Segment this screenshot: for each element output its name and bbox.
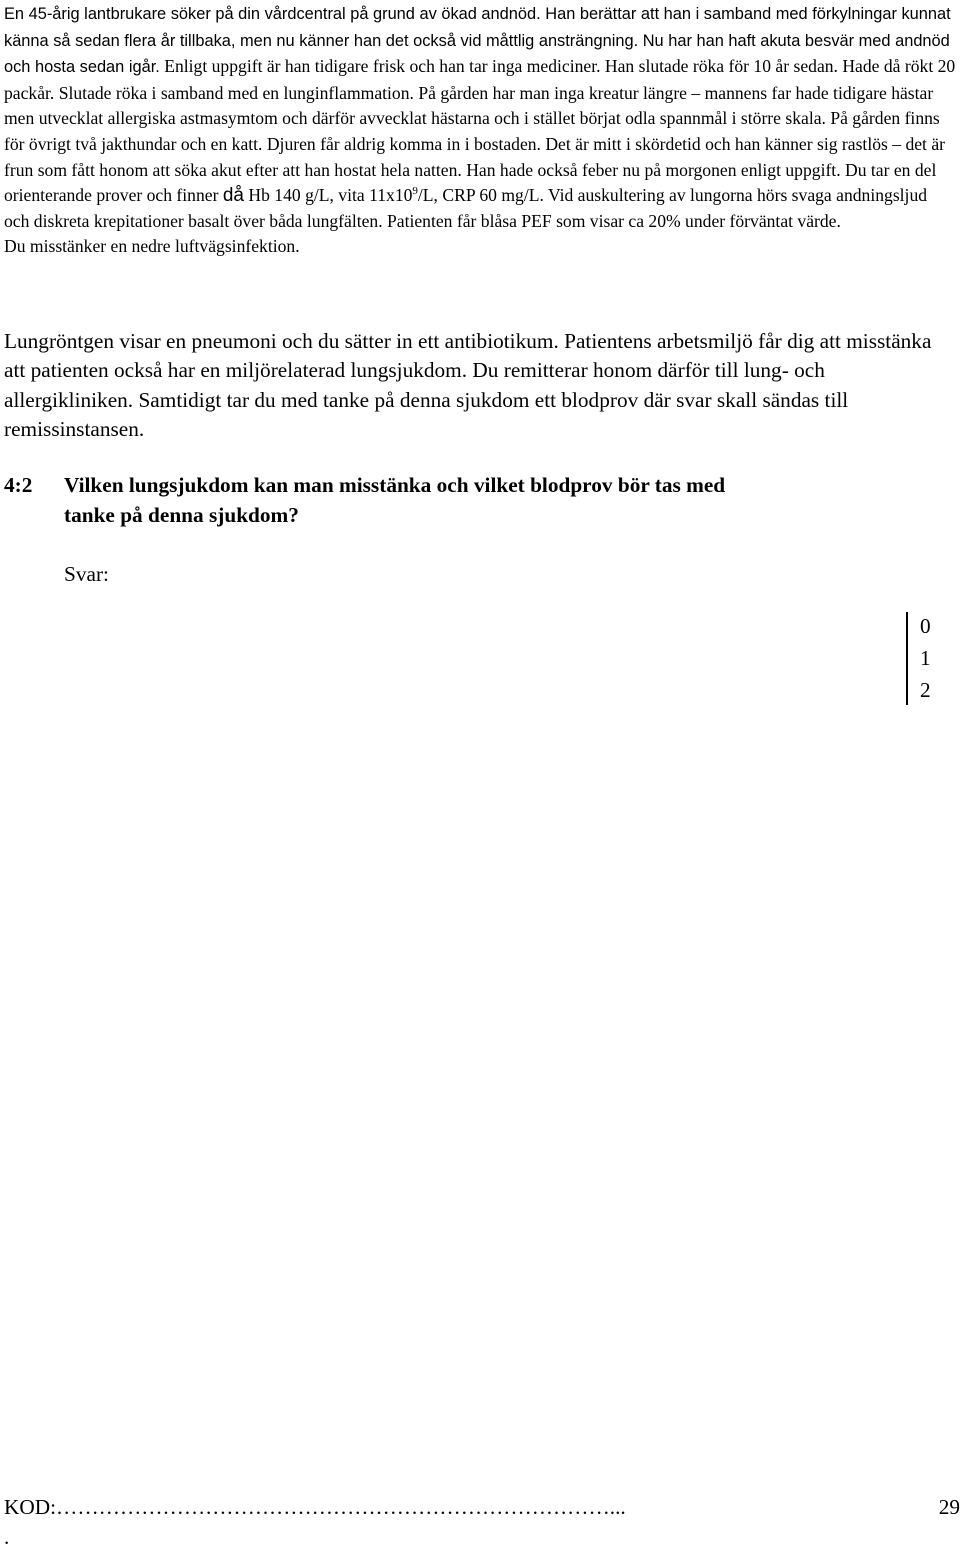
footer-dot: .: [4, 1525, 10, 1549]
case-description: [4, 1, 956, 260]
score-0[interactable]: 0: [920, 614, 931, 638]
question-number: 4:2: [4, 473, 33, 497]
code-field[interactable]: KOD:……………………………………………………………………...: [4, 1495, 626, 1519]
case-lab-values: Hb 140 g/L, vita 11x10: [243, 185, 413, 206]
followup-paragraph: Lungröntgen visar en pneumoni och du sätter in ett antibiotikum. Patientens arbetsmiljö får dig att misstänka att patienten också har en miljörelaterad lungsjukdom. Du remitterar honom därför till lung- och allergikliniken. Samtidigt tar du med tanke på denna sjukdom ett blodprov där svar skall sändas till remissinstansen.: [4, 329, 932, 441]
question-line-1: Vilken lungsjukdom kan man misstänka och vilket blodprov bör tas med: [64, 473, 726, 497]
page-number: 29: [938, 1495, 960, 1519]
exponent: 9: [412, 185, 418, 198]
case-da-word: då: [222, 185, 244, 207]
answer-label: Svar:: [64, 562, 109, 586]
score-1[interactable]: 1: [920, 646, 931, 670]
question-line-2: tanke på denna sjukdom?: [64, 502, 299, 527]
case-history-text: Enligt uppgift är han tidigare frisk och han tar inga mediciner. Han slutade röka för 10 år sedan. Hade då rökt 20 packår. Slutade röka i samband med en lunginflammation. På gården har man inga kreatur längre – mannens far hade tidigare hästar men utvecklat allergiska astmasymtom och därför avvecklat hästarna och i stället börjat odla spannmål i större skala. På gården finns för övrigt två jakthundar och en katt. Djuren får aldrig komma in i bostaden. Det är mitt i skördetid och han känner sig rastlös – det är frun som fått honom att söka akut efter att han hostat hela natten. Han hade också feber nu på morgonen enligt uppgift. Du tar en del orienterande prover och finner: [4, 56, 956, 206]
score-2[interactable]: 2: [920, 678, 931, 702]
case-intro-text: En 45-årig lantbrukare söker på din vårdcentral på grund av ökad andnöd. Han berättar att han i samband med förkylningar kunnat känna så sedan flera år tillbaka, men nu känner han det också vid måttlig ansträngning. Nu har han haft akuta besvär med andnöd och hosta sedan igår.: [4, 5, 951, 77]
question-heading: [4, 471, 904, 530]
score-scale: [906, 612, 946, 705]
case-suspicion-text: Du misstänker en nedre luftvägsinfektion.: [4, 236, 300, 257]
case-findings-text: /L, CRP 60 mg/L. Vid auskultering av lungorna hörs svaga andningsljud och diskreta krepitationer basalt över båda lungfälten. Patienten får blåsa PEF som visar ca 20% under förväntat värde.: [4, 185, 928, 231]
